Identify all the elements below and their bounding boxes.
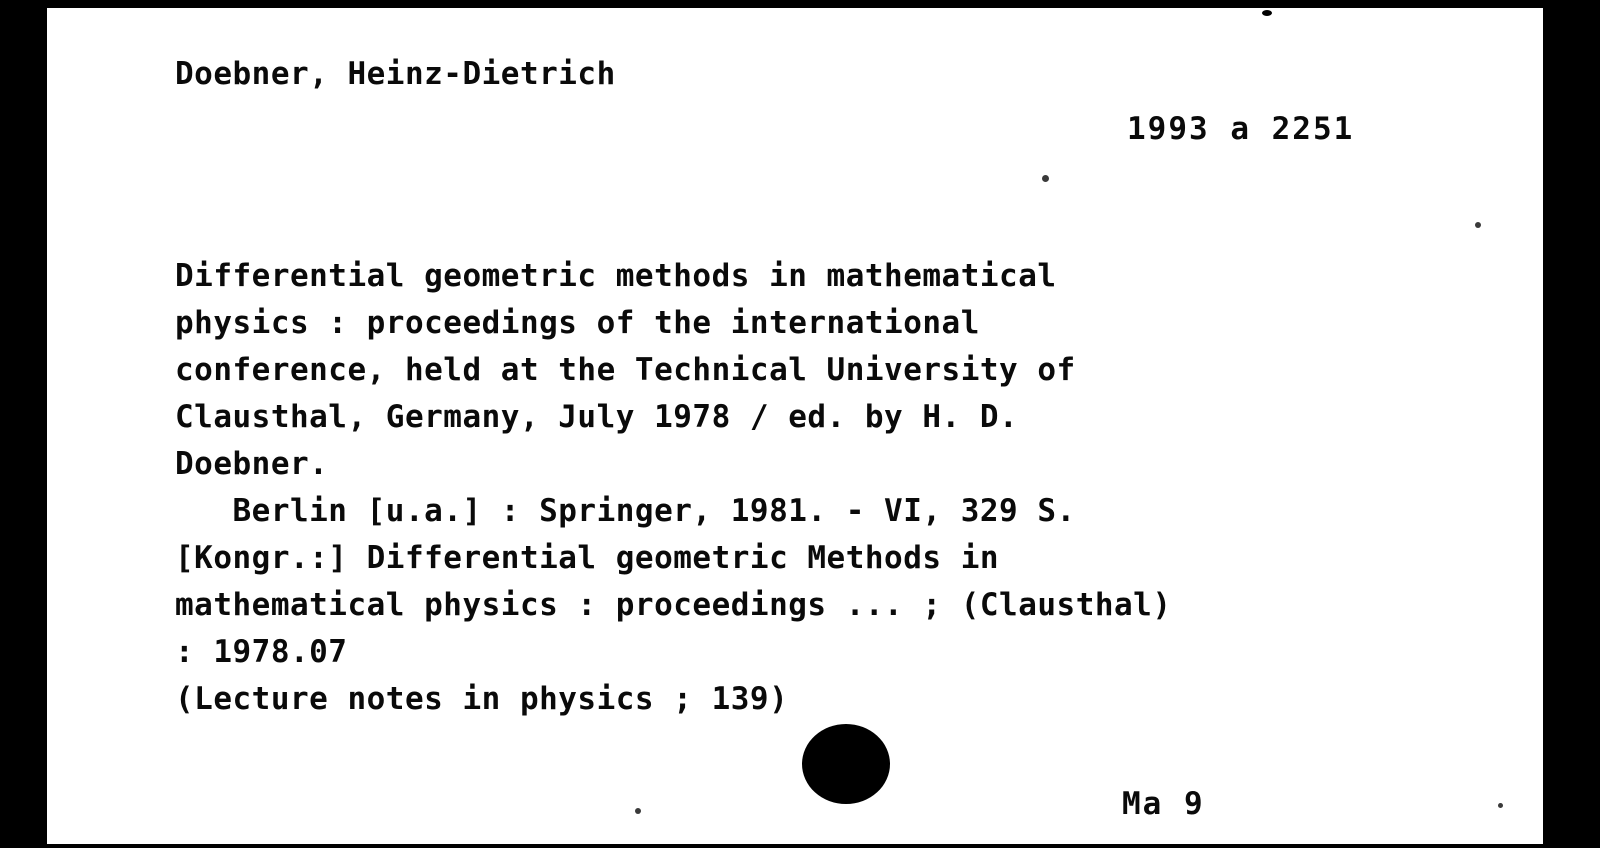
scan-right-margin [1543,0,1600,848]
accession-number: 1993 a 2251 [1127,111,1355,147]
title-line: conference, held at the Technical University of [175,352,1076,388]
title-line: Differential geometric methods in mathematical [175,258,1057,294]
scan-speck [1042,175,1049,182]
author-heading: Doebner, Heinz-Dietrich [175,56,616,92]
bibliographic-description [175,253,1505,723]
scan-left-margin [0,0,47,848]
card-surface [47,8,1543,844]
shelfmark: Ma 9 [1122,786,1205,822]
title-line: physics : proceedings of the international [175,305,980,341]
scan-speck [1475,222,1481,228]
scan-speck [1262,10,1272,16]
ink-blot-mark [802,724,890,804]
series-line: (Lecture notes in physics ; 139) [175,681,789,717]
congress-note-line: [Kongr.:] Differential geometric Methods in [175,540,1000,576]
scan-top-margin [47,0,1543,8]
title-line: Clausthal, Germany, July 1978 / ed. by H. D. [175,399,1019,435]
congress-note-line: mathematical physics : proceedings ... ; (Clausthal) [175,587,1172,623]
scan-speck [1498,803,1503,808]
scan-speck [635,808,641,814]
card-content [87,8,1507,844]
title-line: Doebner. [175,446,329,482]
imprint-line: Berlin [u.a.] : Springer, 1981. - VI, 329 S. [175,493,1076,529]
congress-date-line: : 1978.07 [175,634,348,670]
